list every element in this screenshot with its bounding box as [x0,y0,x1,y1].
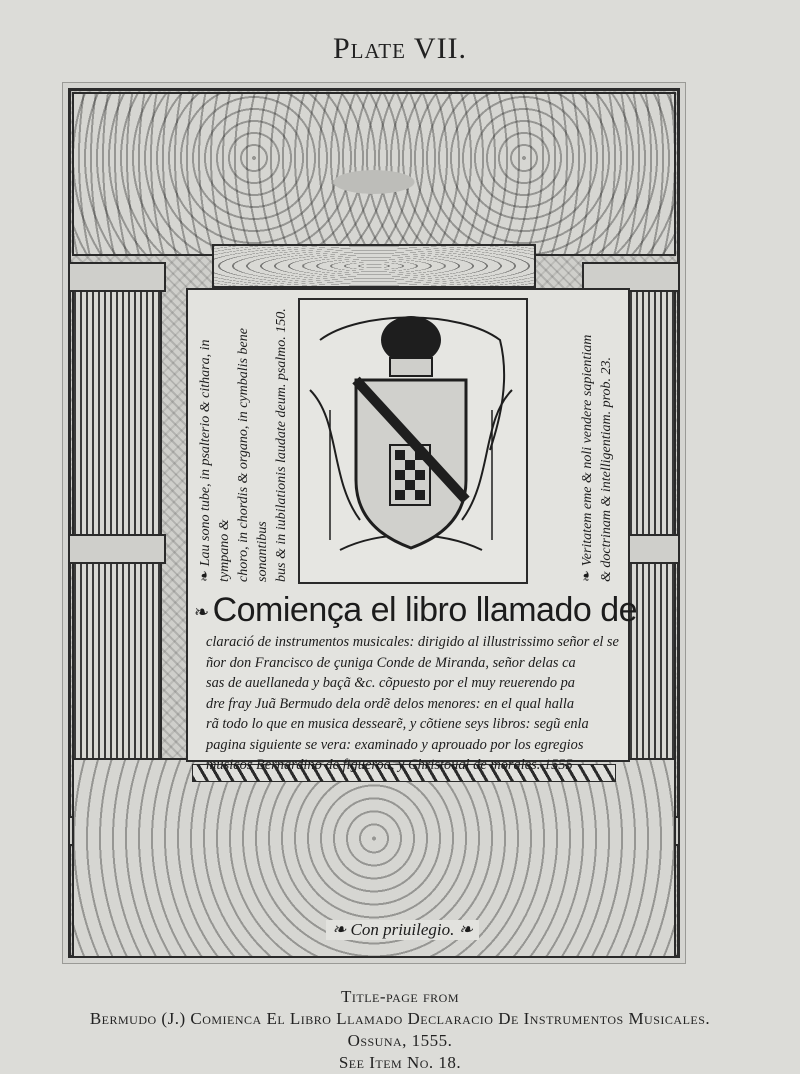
scrollwork-band [212,244,536,288]
fleuron-icon: ❧ [332,920,351,939]
fleuron-icon: ❧ [580,570,595,582]
body-line: claració de instrumentos musicales: dirigido al illustrissimo señor el se [206,634,619,650]
psalm-line: choro, in chordis & organo, in cymbalis bene sonantibus [236,328,270,582]
caption-line: See Item No. 18. [338,1053,462,1072]
caption-line: Title-page from [340,987,460,1006]
psalm-text [196,292,291,582]
ornamental-top-band [72,92,676,256]
body-line: rã todo lo que en musica dessearẽ, y cõtiene seys libros: segũ enla [206,716,589,732]
psalm-line: bus & in iubilationis laudate deum. psalmo. 150. [274,308,289,582]
body-line: ñor don Francisco de çuniga Conde de Miranda, señor delas ca [206,654,576,671]
plate-caption [0,986,800,1074]
caption-line: Bermudo (J.) Comienca El Libro Llamado Declaracio De Instrumentos Musicales. [89,1009,711,1028]
coat-of-arms [298,298,528,584]
body-line: dre fray Juã Bermudo dela ordẽ delos menores: en el qual halla [206,695,575,712]
body-line: sas de auellaneda y baçã &c. cõpuesto por el muy reuerendo pa [206,675,576,691]
body-line: pagina siguiente se vera: examinado y aprouado por los egregios [206,736,584,753]
book-heading: ❧ Comiença el libro llamado de [194,591,638,629]
fleuron-icon: ❧ [194,602,209,623]
privilege-line: ❧ Con priuilegio. ❧ [326,920,479,940]
proverb-line: ❧Veritatem eme & noli vendere sapientiam [580,334,595,582]
psalm-line: ❧Lau sono tube, in psalterio & cithara, in tympano & [198,339,232,582]
body-line: musicos Bernardino de figueroa, y Christoual de morales. 1555 [206,757,573,773]
proverb-line: & doctrinam & intelligentiam. prob. 23. [599,356,614,582]
title-panel [186,288,638,773]
caption-line: Ossuna, 1555. [347,1031,453,1050]
coat-of-arms-icon [300,300,522,578]
fleuron-icon: ❧ [198,570,213,582]
woodcut-print [62,82,686,964]
proverb-text [578,292,616,582]
rotated-text-area [188,290,628,590]
fleuron-icon: ❧ [454,920,473,939]
title-body-text [206,632,626,776]
plate-title: Plate VII. [332,32,468,65]
